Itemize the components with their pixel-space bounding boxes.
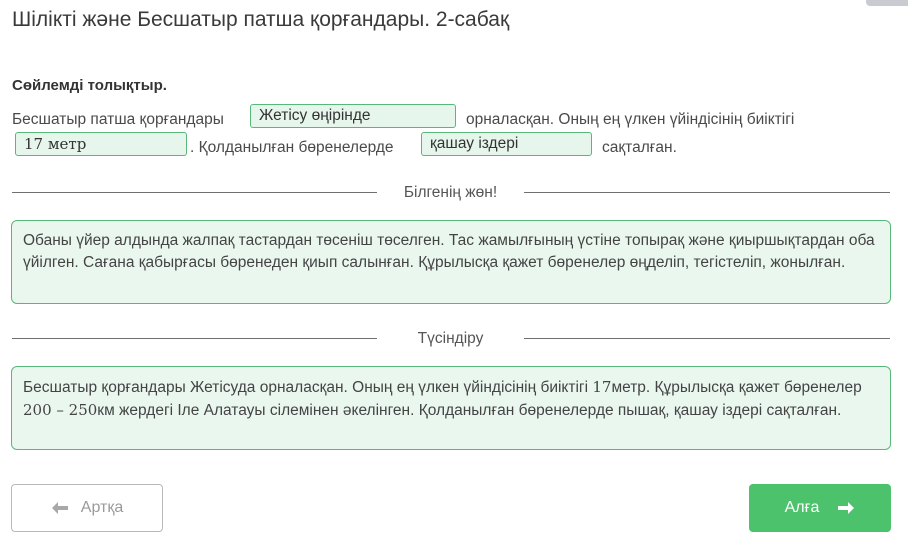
divider-left-2: [12, 338, 377, 339]
explanation-text-2: метр. Құрылысқа қажет бөренелер: [611, 379, 862, 396]
sentence-text-4: сақталған.: [602, 139, 677, 156]
did-you-know-label: Білгенің жөн!: [403, 184, 498, 201]
blank-answer-1[interactable]: Жетісу өңірінде: [250, 104, 456, 128]
divider-right-2: [524, 338, 890, 339]
explanation-number-1: 17: [592, 378, 612, 396]
arrow-right-icon: [837, 501, 855, 515]
explanation-number-2: 200 – 250: [23, 401, 98, 419]
did-you-know-text: Обаны үйер алдында жалпақ тастардан төсеніш төселген. Тас жамылғының үстіне топырақ және қиыршықтардан оба үйілген. Сағана қабырғасы бөренеден қиып салынған. Құрылысқа қажет бөренелер өңделіп, тегістеліп, жонылған.: [23, 232, 875, 271]
corner-tab: [866, 0, 908, 6]
next-button[interactable]: [749, 484, 891, 532]
explanation-label: Түсіндіру: [417, 330, 484, 347]
sentence-text-1: Бесшатыр патша қорғандары: [12, 111, 224, 128]
explanation-box: [11, 366, 891, 450]
sentence-text-2: орналасқан. Оның ең үлкен үйіндісінің биіктігі: [466, 111, 795, 128]
back-button[interactable]: [11, 484, 163, 532]
explanation-text-1: Бесшатыр қорғандары Жетісуда орналасқан. Оның ең үлкен үйіндісінің биіктігі: [23, 379, 593, 396]
did-you-know-box: [11, 220, 891, 304]
divider-right: [524, 192, 890, 193]
explanation-text-3: км жердегі Іле Алатауы сілемінен әкелінген. Қолданылған бөренелерде пышақ, қашау іздері сақталған.: [97, 402, 842, 419]
blank-answer-3[interactable]: қашау іздері: [421, 132, 592, 156]
exercise-instruction: Сөйлемді толықтыр.: [12, 77, 167, 94]
back-button-label: Артқа: [80, 499, 124, 516]
next-button-label: Алға: [784, 499, 820, 516]
divider-left: [12, 192, 377, 193]
arrow-left-icon: [51, 501, 69, 515]
sentence-text-3: . Қолданылған бөренелерде: [190, 139, 394, 156]
page-title: Шілікті және Бесшатыр патша қорғандары. 2-сабақ: [12, 8, 510, 31]
blank-answer-2[interactable]: 17 метр: [15, 132, 187, 156]
